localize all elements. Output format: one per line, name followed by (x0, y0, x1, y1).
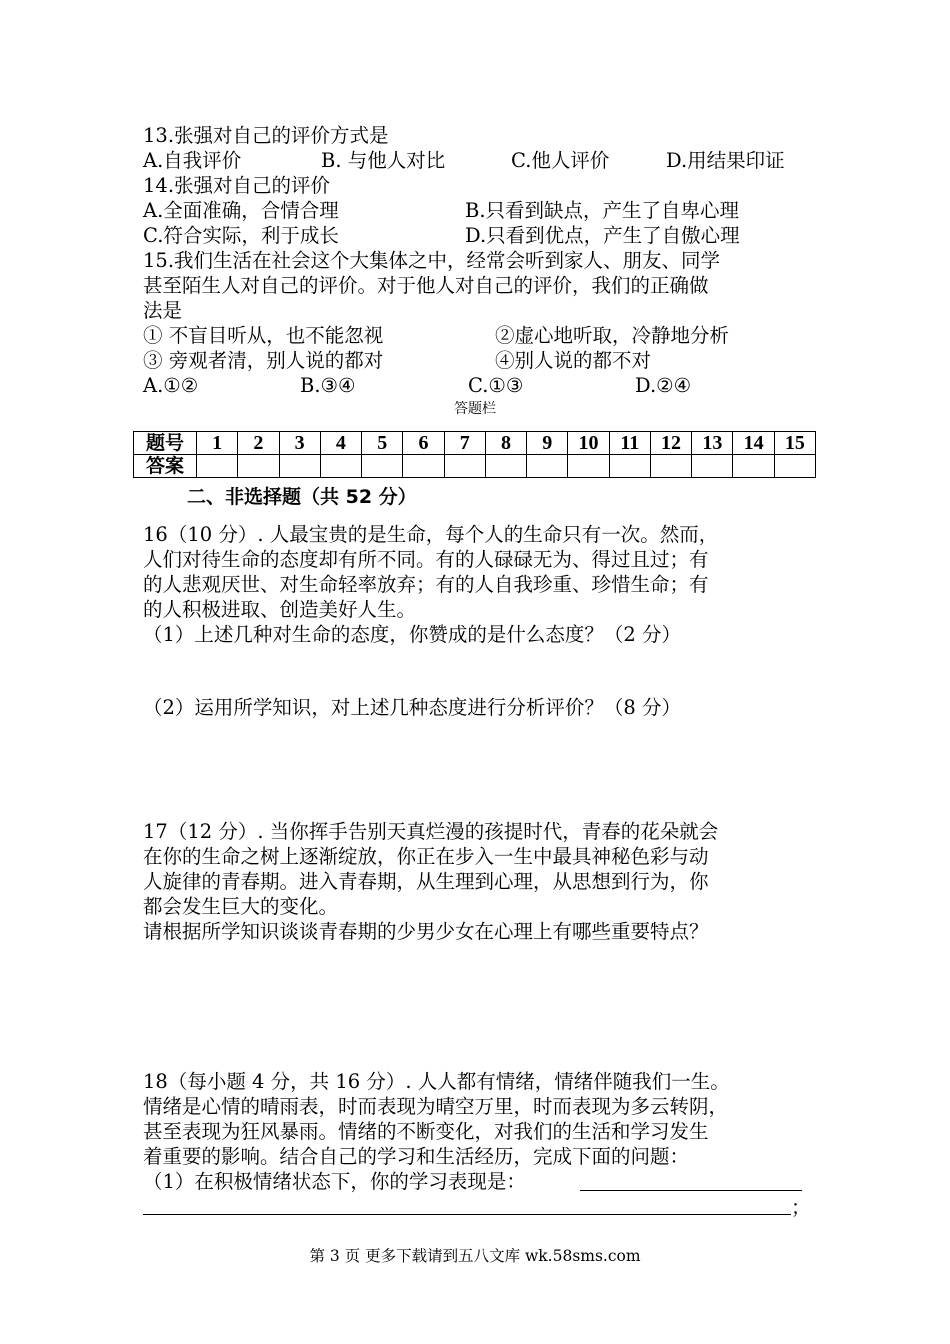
q14-option-d: D.只看到优点，产生了自傲心理 (465, 224, 740, 247)
question-number-cell: 3 (279, 432, 320, 455)
question-number-cell: 5 (362, 432, 403, 455)
q14-option-a: A.全面准确，合情合理 (143, 199, 339, 222)
q16-line: 人们对待生命的态度却有所不同。有的人碌碌无为、得过且过；有 (143, 548, 709, 571)
q18-line: 18（每小题 4 分，共 16 分）. 人人都有情绪，情绪伴随我们一生。 (143, 1070, 730, 1093)
row-label-answer: 答案 (134, 455, 197, 478)
question-number-cell: 15 (774, 432, 815, 455)
q16-subquestion-1: （1）上述几种对生命的态度，你赞成的是什么态度？（2 分） (143, 623, 682, 646)
question-number-cell: 14 (733, 432, 774, 455)
q15-option-b: B.③④ (300, 374, 356, 397)
q13-option-b: B. 与他人对比 (321, 149, 446, 172)
q17-line: 人旋律的青春期。进入青春期，从生理到心理，从思想到行为，你 (143, 870, 709, 893)
question-number-cell: 1 (197, 432, 238, 455)
question-number-cell: 4 (320, 432, 361, 455)
answer-table (133, 431, 816, 478)
question-number-cell: 12 (650, 432, 691, 455)
q18-answer-blank-2[interactable] (143, 1214, 791, 1215)
q18-line: 甚至表现为狂风暴雨。情绪的不断变化，对我们的生活和学习发生 (143, 1120, 709, 1143)
question-number-cell: 6 (403, 432, 444, 455)
q15-option-c: C.①③ (468, 374, 524, 397)
question-number-cell: 11 (609, 432, 650, 455)
question-number-cell: 2 (238, 432, 279, 455)
answer-cell[interactable] (733, 455, 774, 478)
answer-cell[interactable] (197, 455, 238, 478)
q18-answer-blank-1[interactable] (580, 1190, 802, 1191)
answer-cell[interactable] (403, 455, 444, 478)
q17-line: 在你的生命之树上逐渐绽放，你正在步入一生中最具神秘色彩与动 (143, 845, 709, 868)
q17-line: 都会发生巨大的变化。 (143, 895, 339, 918)
q14-option-b: B.只看到缺点，产生了自卑心理 (465, 199, 740, 222)
answer-cell[interactable] (485, 455, 526, 478)
row-label-number: 题号 (134, 432, 197, 455)
question-number-cell: 9 (527, 432, 568, 455)
q16-line: 的人积极进取、创造美好人生。 (143, 598, 417, 621)
q13-option-c: C.他人评价 (511, 149, 610, 172)
question-number-cell: 13 (692, 432, 733, 455)
q15-option-a: A.①② (143, 374, 199, 397)
q13-option-a: A.自我评价 (143, 149, 242, 172)
q15-statement-1: ① 不盲目听从，也不能忽视 (143, 324, 384, 347)
q13-option-d: D.用结果印证 (666, 149, 785, 172)
answer-cell[interactable] (238, 455, 279, 478)
answer-cell[interactable] (650, 455, 691, 478)
answer-cell[interactable] (609, 455, 650, 478)
answer-cell[interactable] (774, 455, 815, 478)
q15-stem-line: 15.我们生活在社会这个大集体之中，经常会听到家人、朋友、同学 (143, 249, 721, 272)
answer-cell[interactable] (568, 455, 609, 478)
answer-cell[interactable] (692, 455, 733, 478)
q18-line: 情绪是心情的晴雨表，时而表现为晴空万里，时而表现为多云转阴， (143, 1095, 729, 1118)
q15-statement-3: ③ 旁观者清，别人说的都对 (143, 349, 384, 372)
answer-table-answer-row (134, 455, 816, 478)
answer-cell[interactable] (444, 455, 485, 478)
q16-line: 16（10 分）. 人最宝贵的是生命，每个人的生命只有一次。然而， (143, 523, 719, 546)
answer-cell[interactable] (279, 455, 320, 478)
q14-option-c: C.符合实际，利于成长 (143, 224, 339, 247)
section-2-title: 二、非选择题（共 52 分） (187, 486, 417, 508)
question-number-cell: 7 (444, 432, 485, 455)
answer-table-caption: 答题栏 (454, 401, 496, 417)
answer-cell[interactable] (362, 455, 403, 478)
q16-subquestion-2: （2）运用所学知识，对上述几种态度进行分析评价？（8 分） (143, 696, 682, 719)
answer-cell[interactable] (527, 455, 568, 478)
q18-subquestion-1: （1）在积极情绪状态下，你的学习表现是： (143, 1170, 526, 1193)
q14-stem: 14.张强对自己的评价 (143, 174, 331, 197)
q16-line: 的人悲观厌世、对生命轻率放弃；有的人自我珍重、珍惜生命；有 (143, 573, 709, 596)
q15-statement-2: ②虚心地听取，冷静地分析 (495, 324, 730, 347)
q17-line: 17（12 分）. 当你挥手告别天真烂漫的孩提时代，青春的花朵就会 (143, 820, 719, 843)
q15-option-d: D.②④ (635, 374, 692, 397)
page-footer: 第 3 页 更多下载请到五八文库 wk.58sms.com (309, 1247, 641, 1265)
q18-line: 着重要的影响。结合自己的学习和生活经历，完成下面的问题： (143, 1145, 690, 1168)
q15-statement-4: ④别人说的都不对 (495, 349, 652, 372)
question-number-cell: 8 (485, 432, 526, 455)
answer-cell[interactable] (320, 455, 361, 478)
q15-stem-line: 甚至陌生人对自己的评价。对于他人对自己的评价，我们的正确做 (143, 274, 709, 297)
q15-stem-line: 法是 (143, 299, 183, 322)
question-number-cell: 10 (568, 432, 609, 455)
q17-question: 请根据所学知识谈谈青春期的少男少女在心理上有哪些重要特点？ (143, 920, 709, 943)
answer-table-number-row (134, 432, 816, 455)
q13-stem: 13.张强对自己的评价方式是 (143, 124, 389, 147)
q18-line-end-mark: ； (791, 1196, 811, 1219)
